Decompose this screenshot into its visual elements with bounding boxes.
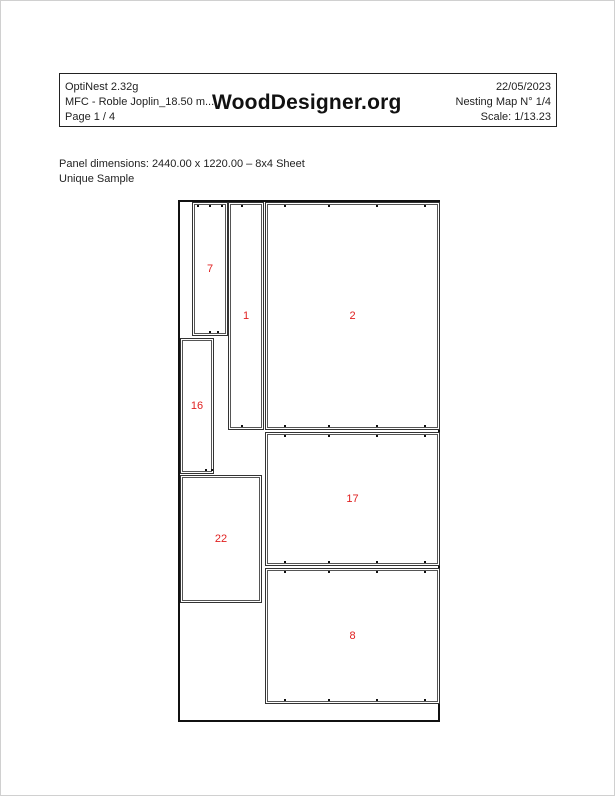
part-22 [180, 475, 262, 603]
report-date: 22/05/2023 [495, 81, 551, 93]
part-label: 7 [206, 263, 214, 275]
brand-logo: WoodDesigner.org [212, 91, 402, 114]
part-label: 2 [349, 310, 356, 322]
part-16 [180, 338, 214, 474]
report-header [59, 73, 557, 127]
nesting-sheet [178, 200, 440, 722]
material-name: MFC - Roble Joplin_18.50 m... [65, 96, 215, 108]
part-label: 16 [190, 400, 204, 412]
scale-label: Scale: 1/13.23 [480, 111, 551, 123]
part-2 [265, 202, 440, 430]
part-label: 8 [349, 630, 356, 642]
app-version: OptiNest 2.32g [65, 81, 139, 93]
nesting-map-number: Nesting Map N° 1/4 [455, 96, 551, 108]
part-1 [228, 202, 264, 430]
part-7 [192, 202, 228, 336]
part-8 [265, 568, 440, 704]
page-number: Page 1 / 4 [65, 111, 116, 123]
sample-label: Unique Sample [59, 173, 135, 185]
part-label: 22 [214, 533, 228, 545]
part-17 [265, 432, 440, 566]
part-label: 17 [346, 493, 359, 505]
panel-dimensions: Panel dimensions: 2440.00 x 1220.00 – 8x4 Sheet [59, 158, 305, 170]
part-label: 1 [242, 310, 250, 322]
